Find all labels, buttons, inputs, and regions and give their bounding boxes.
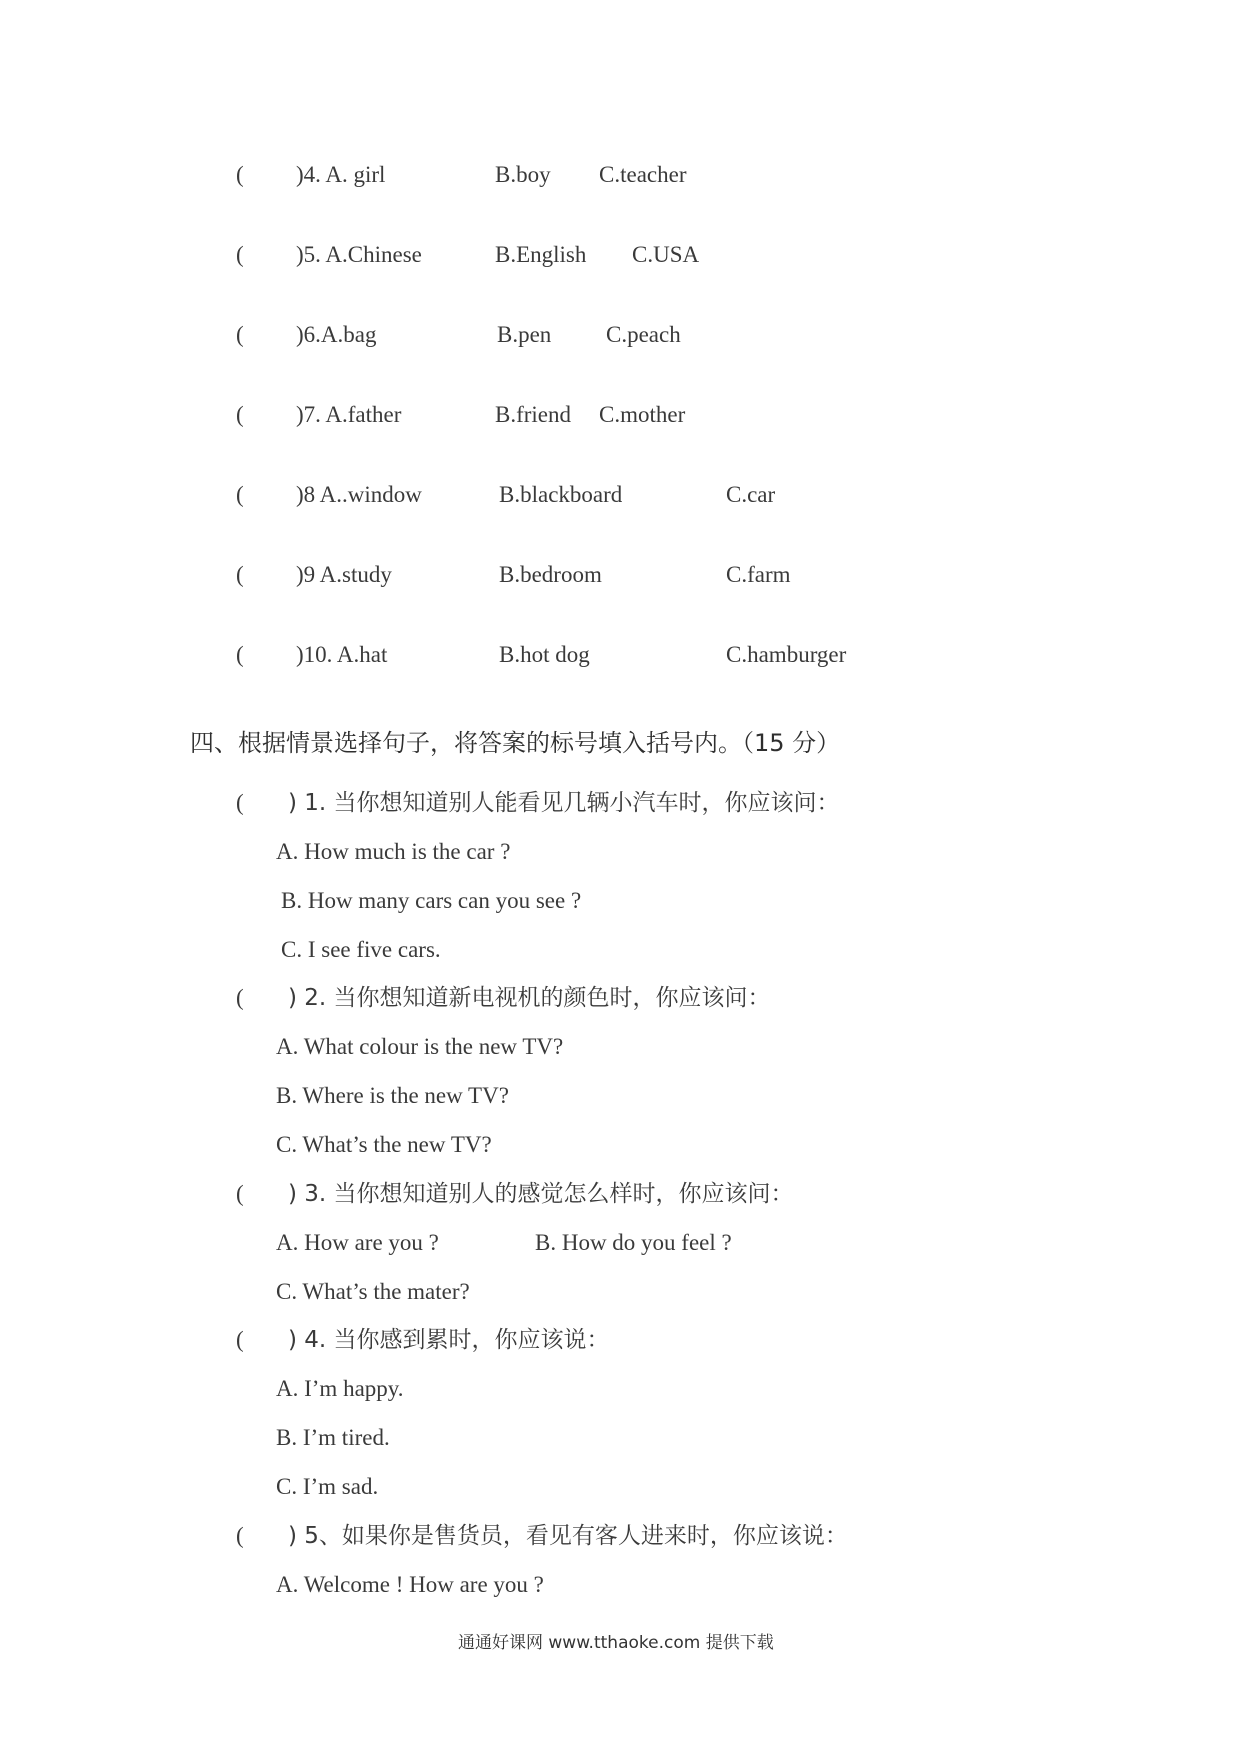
option-c: C.teacher bbox=[599, 162, 687, 187]
answer-blank-open: ( bbox=[236, 1181, 244, 1206]
option-c: C. I’m sad. bbox=[276, 1474, 379, 1499]
option-b: B.blackboard bbox=[499, 482, 623, 507]
option-b: B.English bbox=[495, 242, 587, 267]
option-c: C.USA bbox=[632, 242, 700, 267]
option-c: C.hamburger bbox=[726, 642, 847, 667]
footer-credit: 通通好课网 www.tthaoke.com 提供下载 bbox=[458, 1633, 774, 1653]
option-b: B. How many cars can you see ? bbox=[281, 888, 582, 913]
option-c: C. I see five cars. bbox=[281, 937, 441, 962]
answer-blank-open: ( bbox=[236, 562, 244, 587]
option-a: A. Welcome ! How are you ? bbox=[276, 1572, 544, 1597]
question-stem: ) 5、如果你是售货员，看见有客人进来时，你应该说： bbox=[288, 1523, 848, 1549]
option-c: C.peach bbox=[606, 322, 681, 347]
answer-blank-open: ( bbox=[236, 402, 244, 427]
option-c: C.mother bbox=[599, 402, 686, 427]
question-option-a: )7. A.father bbox=[296, 402, 402, 427]
answer-blank-open: ( bbox=[236, 642, 244, 667]
answer-blank-open: ( bbox=[236, 790, 244, 815]
option-a: A. I’m happy. bbox=[276, 1376, 404, 1401]
question-stem: ) 1. 当你想知道别人能看见几辆小汽车时，你应该问： bbox=[288, 790, 840, 816]
answer-blank-open: ( bbox=[236, 162, 244, 187]
answer-blank-open: ( bbox=[236, 482, 244, 507]
option-b: B.pen bbox=[497, 322, 552, 347]
answer-blank-open: ( bbox=[236, 1327, 244, 1352]
question-option-a: )5. A.Chinese bbox=[296, 242, 422, 267]
question-option-a: )8 A..window bbox=[296, 482, 422, 507]
answer-blank-open: ( bbox=[236, 322, 244, 347]
section-4-heading: 四、根据情景选择句子，将答案的标号填入括号内。（15 分） bbox=[190, 729, 841, 757]
question-option-a: )4. A. girl bbox=[296, 162, 386, 187]
option-c: C. What’s the mater? bbox=[276, 1279, 470, 1304]
answer-blank-open: ( bbox=[236, 985, 244, 1010]
option-b: B. Where is the new TV? bbox=[276, 1083, 509, 1108]
option-b: B.hot dog bbox=[499, 642, 590, 667]
option-c: C. What’s the new TV? bbox=[276, 1132, 492, 1157]
option-a: A. How are you ? bbox=[276, 1230, 439, 1255]
question-stem: ) 4. 当你感到累时，你应该说： bbox=[288, 1327, 610, 1353]
answer-blank-open: ( bbox=[236, 1523, 244, 1548]
question-option-a: )10. A.hat bbox=[296, 642, 388, 667]
option-c: C.car bbox=[726, 482, 776, 507]
option-b: B.bedroom bbox=[499, 562, 602, 587]
option-c: C.farm bbox=[726, 562, 791, 587]
option-b: B. I’m tired. bbox=[276, 1425, 390, 1450]
option-b: B.boy bbox=[495, 162, 551, 187]
question-stem: ) 3. 当你想知道别人的感觉怎么样时，你应该问： bbox=[288, 1181, 794, 1207]
option-a: A. What colour is the new TV? bbox=[276, 1034, 564, 1059]
option-b: B. How do you feel ? bbox=[535, 1230, 732, 1255]
option-b: B.friend bbox=[495, 402, 572, 427]
answer-blank-open: ( bbox=[236, 242, 244, 267]
question-option-a: )9 A.study bbox=[296, 562, 392, 587]
question-option-a: )6.A.bag bbox=[296, 322, 377, 347]
option-a: A. How much is the car ? bbox=[276, 839, 511, 864]
question-stem: ) 2. 当你想知道新电视机的颜色时，你应该问： bbox=[288, 985, 771, 1011]
